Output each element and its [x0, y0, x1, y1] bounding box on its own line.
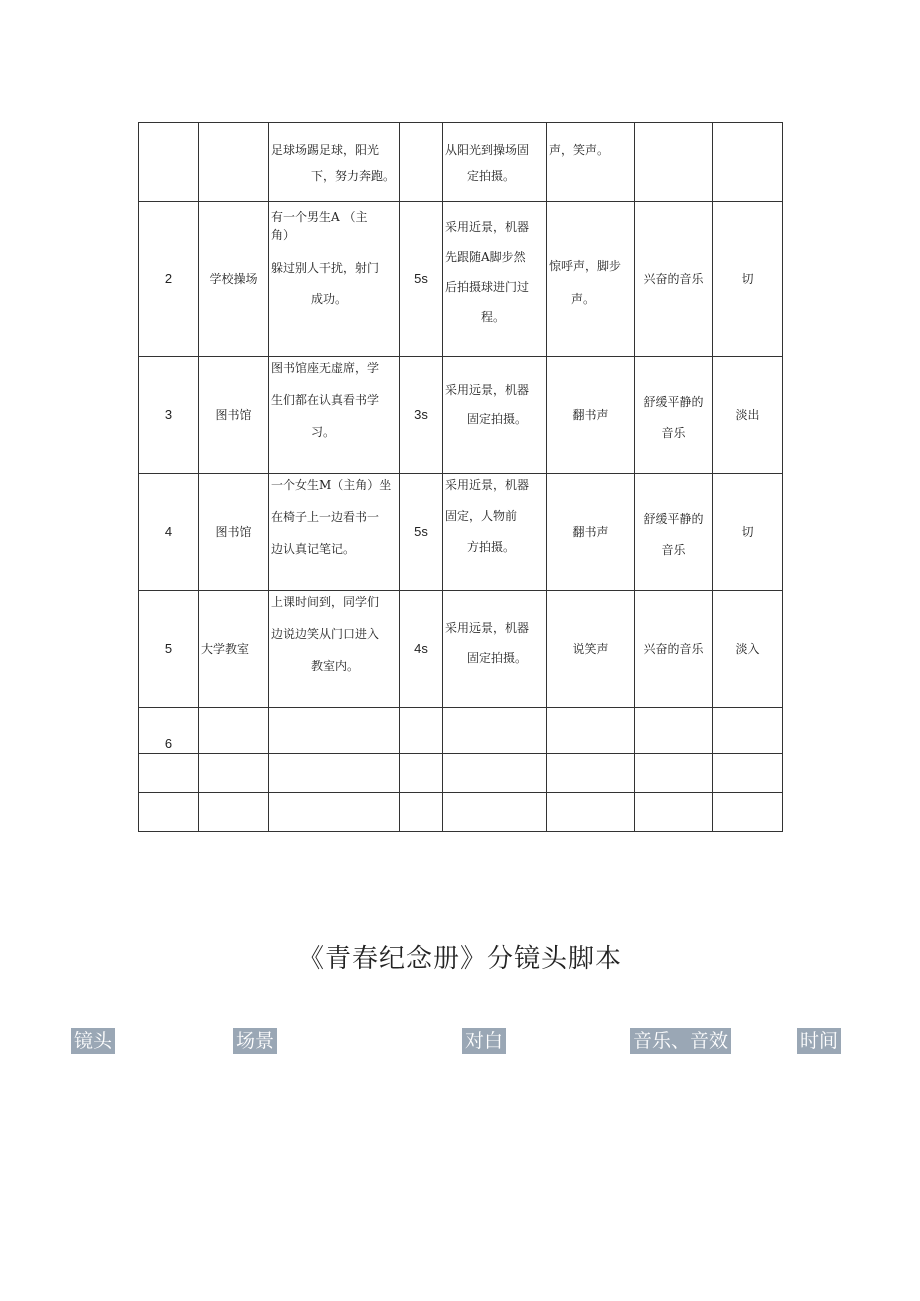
content-cell [269, 793, 400, 832]
shot-cell [443, 474, 547, 591]
content-line: 成功。 [311, 292, 348, 306]
content-cell [269, 754, 400, 793]
table-row [139, 591, 783, 708]
sound-cell [547, 123, 635, 202]
transition-cell [713, 793, 783, 832]
content-line: 上课时间到，同学们 [271, 595, 380, 609]
shot-line: 采用远景，机器 [445, 621, 530, 635]
sound-line: 惊呼声，脚步 [549, 259, 622, 273]
shot-line: 采用近景，机器 [445, 220, 530, 234]
shot-cell [443, 708, 547, 754]
scene-cell [199, 793, 269, 832]
shot-line: 先跟随A脚步然 [445, 250, 526, 264]
transition-cell: 切 [713, 202, 783, 357]
content-line: 边认真记笔记。 [271, 542, 356, 556]
duration-cell [400, 123, 443, 202]
shot-number-cell [139, 793, 199, 832]
content-cell [269, 202, 400, 357]
scene-cell: 图书馆 [199, 474, 269, 591]
shot-line: 采用远景，机器 [445, 383, 530, 397]
content-line: 图书馆座无虚席，学 [271, 361, 380, 375]
music-line: 音乐 [661, 426, 686, 440]
music-cell [635, 123, 713, 202]
scene-cell: 图书馆 [199, 357, 269, 474]
transition-cell [713, 754, 783, 793]
scene-cell [199, 754, 269, 793]
shot-cell [443, 591, 547, 708]
shot-cell [443, 793, 547, 832]
sound-cell [547, 793, 635, 832]
shot-number-cell: 6 [139, 708, 199, 754]
content-line: 生们都在认真看书学 [271, 393, 380, 407]
shot-number-cell: 3 [139, 357, 199, 474]
content-line: 习。 [311, 425, 336, 439]
content-line: 一个女生M（主角）坐 [271, 478, 392, 492]
shot-number-cell [139, 123, 199, 202]
column-header-music-sfx: 音乐、音效 [630, 1028, 731, 1054]
music-line: 舒缓平静的 [643, 395, 704, 409]
shot-number-cell: 4 [139, 474, 199, 591]
shot-cell [443, 202, 547, 357]
table-row [139, 202, 783, 357]
content-cell [269, 123, 400, 202]
column-header-dialogue: 对白 [462, 1028, 506, 1054]
duration-cell: 5s [400, 202, 443, 357]
content-line: 下，努力奔跑。 [311, 169, 396, 183]
table-row [139, 754, 783, 793]
music-cell [635, 708, 713, 754]
shot-line: 方拍摄。 [467, 540, 516, 554]
content-line: 足球场踢足球，阳光 [271, 143, 380, 157]
sound-cell: 翻书声 [547, 474, 635, 591]
duration-cell: 3s [400, 357, 443, 474]
sound-cell [547, 754, 635, 793]
shot-number-cell [139, 754, 199, 793]
sound-cell: 说笑声 [547, 591, 635, 708]
transition-cell [713, 123, 783, 202]
transition-cell: 淡出 [713, 357, 783, 474]
music-line: 音乐 [661, 543, 686, 557]
shot-cell [443, 357, 547, 474]
shot-line: 固定拍摄。 [467, 651, 528, 665]
shot-number-cell: 2 [139, 202, 199, 357]
transition-cell [713, 708, 783, 754]
shot-line: 采用近景，机器 [445, 478, 530, 492]
content-line: 角） [271, 228, 296, 242]
content-line: 边说边笑从门口进入 [271, 627, 380, 641]
page-title: 《青春纪念册》分镜头脚本 [297, 944, 622, 974]
content-line: 有一个男生A （主 [271, 210, 368, 224]
sound-cell [547, 202, 635, 357]
shot-cell [443, 754, 547, 793]
music-cell [635, 474, 713, 591]
content-line: 教室内。 [311, 659, 360, 673]
content-cell [269, 357, 400, 474]
sound-line: 声，笑声。 [549, 143, 610, 157]
shot-line: 定拍摄。 [467, 169, 516, 183]
music-cell [635, 793, 713, 832]
content-line: 在椅子上一边看书一 [271, 510, 380, 524]
shot-line: 程。 [481, 310, 506, 324]
duration-cell [400, 708, 443, 754]
content-cell [269, 474, 400, 591]
duration-cell: 5s [400, 474, 443, 591]
table-row [139, 708, 783, 754]
music-line: 舒缓平静的 [643, 512, 704, 526]
music-cell: 兴奋的音乐 [635, 202, 713, 357]
transition-cell: 切 [713, 474, 783, 591]
shot-cell [443, 123, 547, 202]
table-row [139, 474, 783, 591]
duration-cell [400, 793, 443, 832]
sound-cell [547, 708, 635, 754]
column-header-shot: 镜头 [71, 1028, 115, 1054]
content-cell [269, 708, 400, 754]
content-cell [269, 591, 400, 708]
transition-cell: 淡入 [713, 591, 783, 708]
scene-cell: 大学教室 [199, 591, 269, 708]
shot-line: 从阳光到操场固 [445, 143, 530, 157]
music-cell: 兴奋的音乐 [635, 591, 713, 708]
content-line: 躲过别人干扰，射门 [271, 261, 380, 275]
shot-line: 后拍摄球进门过 [445, 280, 530, 294]
column-header-time: 时间 [797, 1028, 841, 1054]
shot-line: 固定，人物前 [445, 509, 518, 523]
table-row [139, 357, 783, 474]
music-cell [635, 754, 713, 793]
sound-cell: 翻书声 [547, 357, 635, 474]
table-row [139, 793, 783, 832]
scene-cell [199, 708, 269, 754]
shot-number-cell: 5 [139, 591, 199, 708]
scene-cell [199, 123, 269, 202]
duration-cell: 4s [400, 591, 443, 708]
duration-cell [400, 754, 443, 793]
shot-line: 固定拍摄。 [467, 412, 528, 426]
storyboard-table [138, 122, 783, 832]
table-row [139, 123, 783, 202]
sound-line: 声。 [571, 292, 596, 306]
scene-cell: 学校操场 [199, 202, 269, 357]
music-cell [635, 357, 713, 474]
column-header-scene: 场景 [233, 1028, 277, 1054]
